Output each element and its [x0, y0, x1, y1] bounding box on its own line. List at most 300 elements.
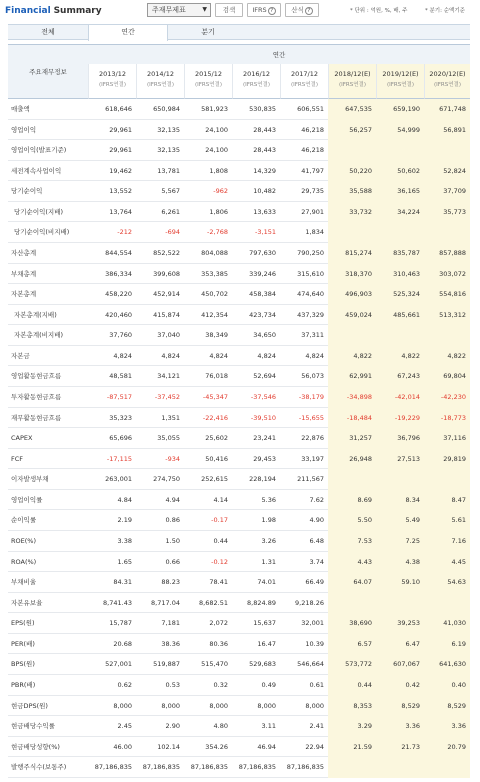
table-cell: 32,135: [157, 146, 180, 155]
table-cell: 2.45: [117, 722, 132, 731]
table-cell: 8.34: [376, 490, 424, 511]
table-row: [8, 593, 470, 614]
table-cell: -19,229: [376, 408, 424, 429]
statement-type-value: 주재무제표: [152, 6, 186, 14]
period-tabs: [8, 24, 470, 40]
table-cell: 458,384: [249, 290, 276, 299]
table-cell: 37,709: [424, 181, 470, 202]
table-cell: 0.49: [261, 680, 276, 689]
table-cell: 525,324: [376, 284, 424, 305]
table-cell: 0.53: [165, 680, 180, 689]
table-cell: 4.80: [213, 722, 228, 731]
help-icon: ?: [305, 7, 313, 15]
table-cell: 423,734: [249, 310, 276, 319]
table-row: [8, 243, 470, 264]
table-cell: [328, 469, 376, 490]
table-row: [8, 510, 470, 531]
table-cell: 54,999: [376, 120, 424, 141]
table-cell: 857,888: [424, 243, 470, 264]
tab-annual[interactable]: 연간: [88, 25, 168, 41]
table-cell: 8,000: [209, 701, 228, 710]
table-cell: -18,484: [328, 408, 376, 429]
table-cell: 2.90: [165, 722, 180, 731]
table-cell: 554,816: [424, 284, 470, 305]
table-row: [8, 757, 470, 778]
table-row: [8, 469, 470, 490]
row-label[interactable]: 순이익률: [11, 516, 37, 525]
table-cell: 0.32: [213, 680, 228, 689]
table-cell: 16.47: [257, 639, 276, 648]
table-cell: 15,787: [109, 619, 132, 628]
column-period: 2014/12: [146, 70, 174, 78]
table-cell: 59.10: [376, 572, 424, 593]
table-cell: 797,630: [249, 248, 276, 257]
table-cell: 56,073: [301, 372, 324, 381]
table-cell: [376, 325, 424, 346]
table-cell: 1,834: [305, 228, 324, 237]
column-header: [232, 64, 280, 99]
column-period: 2016/12: [242, 70, 270, 78]
table-cell: 671,748: [424, 99, 470, 120]
table-cell: 9,218.26: [295, 598, 324, 607]
table-cell: -212: [117, 228, 132, 237]
table-cell: 65,696: [109, 434, 132, 443]
table-cell: 67,243: [376, 366, 424, 387]
table-cell: [424, 757, 470, 778]
table-row: [8, 654, 470, 675]
row-label[interactable]: BPS(원): [11, 660, 35, 669]
table-cell: -3,151: [255, 228, 276, 237]
table-cell: 315,610: [297, 269, 324, 278]
table-cell: 8,000: [305, 701, 324, 710]
table-cell: 458,220: [105, 290, 132, 299]
column-period: 2017/12: [290, 70, 318, 78]
table-cell: 56,257: [328, 120, 376, 141]
statement-type-select[interactable]: [147, 3, 211, 17]
table-cell: 5.50: [328, 510, 376, 531]
table-cell: -87,517: [106, 392, 132, 401]
table-cell: 10.39: [305, 639, 324, 648]
title-summary-part: Summary: [53, 6, 102, 16]
table-row: [8, 284, 470, 305]
table-cell: -17,115: [106, 454, 132, 463]
table-cell: 0.44: [213, 536, 228, 545]
table-cell: 0.44: [328, 675, 376, 696]
column-header: [424, 64, 470, 99]
table-cell: 50,220: [328, 161, 376, 182]
search-button[interactable]: 검색: [215, 3, 243, 17]
ifrs-button-label: IFRS: [252, 6, 267, 14]
table-cell: -37,452: [154, 392, 180, 401]
table-row: [8, 325, 470, 346]
column-period: 2015/12: [194, 70, 222, 78]
table-cell: -38,179: [298, 392, 324, 401]
table-cell: 437,329: [297, 310, 324, 319]
table-cell: 7.62: [309, 495, 324, 504]
table-cell: 7.53: [328, 531, 376, 552]
help-icon: ?: [268, 7, 276, 15]
table-cell: 303,072: [424, 264, 470, 285]
table-cell: 4.90: [309, 516, 324, 525]
row-label[interactable]: ROE(%): [11, 536, 36, 545]
table-cell: -962: [213, 187, 228, 196]
table-cell: 7.16: [424, 531, 470, 552]
table-cell: 844,554: [105, 248, 132, 257]
table-cell: 4.14: [213, 495, 228, 504]
table-cell: 4,824: [305, 351, 324, 360]
table-cell: 13,781: [157, 166, 180, 175]
row-label[interactable]: 영업활동현금흐름: [11, 372, 62, 381]
table-cell: 102.14: [157, 742, 180, 751]
row-label[interactable]: EPS(원): [11, 619, 35, 628]
table-cell: 35,055: [157, 434, 180, 443]
table-cell: 4,824: [209, 351, 228, 360]
table-cell: 35,588: [328, 181, 376, 202]
table-cell: 8,682.51: [199, 598, 228, 607]
table-cell: 8,000: [113, 701, 132, 710]
table-cell: -934: [165, 454, 180, 463]
table-cell: 7.25: [376, 531, 424, 552]
table-cell: 32,001: [301, 619, 324, 628]
table-cell: 4.43: [328, 552, 376, 573]
table-cell: 22.94: [305, 742, 324, 751]
table-cell: 6,261: [161, 207, 180, 216]
column-header: [280, 64, 328, 99]
table-cell: 29,961: [109, 146, 132, 155]
table-cell: 3.29: [328, 716, 376, 737]
column-basis: (IFRS연결): [433, 82, 462, 88]
row-label[interactable]: 자본금: [11, 351, 30, 360]
table-cell: 4.84: [117, 495, 132, 504]
table-cell: 618,646: [105, 105, 132, 113]
row-label[interactable]: 투자활동현금흐름: [11, 392, 62, 401]
table-cell: 5.36: [261, 495, 276, 504]
table-cell: 10,482: [253, 187, 276, 196]
table-cell: 450,702: [201, 290, 228, 299]
table-cell: 6.57: [328, 634, 376, 655]
column-basis: (IFRS연결): [194, 82, 223, 88]
table-cell: 20.68: [113, 639, 132, 648]
table-cell: 23,241: [253, 434, 276, 443]
table-cell: 15,637: [253, 619, 276, 628]
table-cell: 7,181: [161, 619, 180, 628]
table-cell: 34,121: [157, 372, 180, 381]
table-cell: 46,218: [301, 125, 324, 134]
table-cell: 211,567: [297, 475, 324, 484]
row-label[interactable]: 발행주식수(보통주): [11, 763, 67, 772]
table-cell: 8,529: [376, 696, 424, 717]
table-cell: 386,334: [105, 269, 132, 278]
table-cell: 84.31: [113, 578, 132, 587]
table-cell: 33,197: [301, 454, 324, 463]
table-cell: 13,552: [109, 187, 132, 196]
table-cell: 46.00: [113, 742, 132, 751]
table-cell: 37,760: [109, 331, 132, 340]
table-cell: 34,224: [376, 202, 424, 223]
row-label[interactable]: 자본유보율: [11, 598, 43, 607]
table-cell: 573,772: [328, 654, 376, 675]
table-cell: 33,732: [328, 202, 376, 223]
table-cell: 76,018: [205, 372, 228, 381]
table-cell: 4,824: [161, 351, 180, 360]
table-cell: 2.19: [117, 516, 132, 525]
table-cell: [328, 593, 376, 614]
table-cell: 35,773: [424, 202, 470, 223]
table-cell: 3.11: [261, 722, 276, 731]
table-cell: 87,186,835: [286, 763, 324, 772]
page-title: [5, 6, 102, 16]
table-cell: 318,370: [328, 264, 376, 285]
table-cell: 4,824: [113, 351, 132, 360]
column-basis: (IFRS연결): [290, 82, 319, 88]
table-cell: [328, 757, 376, 778]
table-cell: 3.36: [376, 716, 424, 737]
table-cell: 26,948: [328, 449, 376, 470]
tab-quarterly[interactable]: 분기: [201, 28, 215, 36]
table-cell: 25,602: [205, 434, 228, 443]
table-cell: 74.01: [257, 578, 276, 587]
row-label[interactable]: 자본총계(지배): [14, 310, 57, 319]
unit-note: * 단위 : 억원, %, 배, 주: [350, 8, 408, 14]
table-cell: 420,460: [105, 310, 132, 319]
table-cell: 5.61: [424, 510, 470, 531]
table-cell: 54.63: [424, 572, 470, 593]
table-cell: 529,683: [249, 660, 276, 669]
table-cell: 804,088: [201, 248, 228, 257]
table-cell: 3.38: [117, 536, 132, 545]
table-cell: 263,001: [105, 475, 132, 484]
table-cell: 8,000: [257, 701, 276, 710]
table-cell: -45,347: [202, 392, 228, 401]
table-row: [8, 222, 470, 243]
table-cell: 39,253: [376, 613, 424, 634]
table-cell: 0.42: [376, 675, 424, 696]
table-row: [8, 99, 470, 120]
table-cell: 3.36: [424, 716, 470, 737]
table-cell: 4,822: [376, 346, 424, 367]
table-cell: 38,690: [328, 613, 376, 634]
table-row: [8, 449, 470, 470]
table-cell: [328, 222, 376, 243]
table-cell: 515,470: [201, 660, 228, 669]
table-cell: 530,835: [249, 105, 276, 113]
table-cell: 8.69: [328, 490, 376, 511]
table-cell: 0.40: [424, 675, 470, 696]
column-period: 2013/12: [98, 70, 126, 78]
table-cell: 513,312: [424, 305, 470, 326]
row-label[interactable]: 현금DPS(원): [11, 701, 48, 710]
row-label[interactable]: 영업이익률: [11, 495, 43, 504]
table-cell: 13,764: [109, 207, 132, 216]
table-cell: 31,257: [328, 428, 376, 449]
table-row: [8, 428, 470, 449]
row-label[interactable]: 당기순이익(지배): [14, 207, 64, 216]
table-row: [8, 346, 470, 367]
table-cell: -18,773: [424, 408, 470, 429]
column-basis: (IFRS연결): [386, 82, 415, 88]
table-cell: -39,510: [250, 413, 276, 422]
row-label[interactable]: 영업이익(발표기준): [11, 146, 67, 155]
row-label[interactable]: 재무활동현금흐름: [11, 413, 62, 422]
table-cell: [424, 140, 470, 161]
table-cell: 641,630: [424, 654, 470, 675]
table-cell: 62,991: [328, 366, 376, 387]
table-cell: 28,443: [253, 125, 276, 134]
table-cell: 8,741.43: [103, 598, 132, 607]
table-cell: -22,416: [202, 413, 228, 422]
summary-toolbar: [0, 0, 480, 22]
annual-group-header: 연간: [88, 44, 470, 64]
column-period: 2018/12(E): [334, 70, 371, 78]
row-label[interactable]: 영업이익: [11, 125, 37, 134]
row-label[interactable]: 자본총계: [11, 290, 37, 299]
table-cell: 6.48: [309, 536, 324, 545]
row-label[interactable]: CAPEX: [11, 434, 33, 443]
table-cell: [424, 593, 470, 614]
table-cell: -42,014: [376, 387, 424, 408]
table-cell: 412,354: [201, 310, 228, 319]
table-cell: 13,633: [253, 207, 276, 216]
financial-summary-table: [8, 44, 470, 778]
table-cell: 815,274: [328, 243, 376, 264]
table-cell: -15,655: [298, 413, 324, 422]
table-cell: 87,186,835: [142, 763, 180, 772]
table-cell: [376, 140, 424, 161]
table-cell: 87,186,835: [190, 763, 228, 772]
row-label[interactable]: 현금배당수익률: [11, 722, 55, 731]
table-cell: 607,067: [376, 654, 424, 675]
ifrs-help-button[interactable]: [247, 3, 281, 17]
table-cell: 1.50: [165, 536, 180, 545]
table-row: [8, 120, 470, 141]
row-label[interactable]: FCF: [11, 454, 24, 463]
table-cell: 3.26: [261, 536, 276, 545]
table-cell: 4.38: [376, 552, 424, 573]
row-label[interactable]: 이자발생부채: [11, 475, 49, 484]
table-cell: 399,608: [153, 269, 180, 278]
title-brand-part: Financial: [5, 6, 51, 16]
table-cell: 64.07: [328, 572, 376, 593]
table-cell: 3.74: [309, 557, 324, 566]
column-basis: (IFRS연결): [98, 82, 127, 88]
table-cell: 21.59: [328, 737, 376, 758]
tab-all[interactable]: 전체: [41, 28, 55, 36]
row-label[interactable]: 매출액: [11, 105, 30, 113]
table-cell: 37,040: [157, 331, 180, 340]
table-cell: 28,443: [253, 146, 276, 155]
column-header: [376, 64, 424, 99]
table-row: [8, 552, 470, 573]
table-cell: 37,116: [424, 428, 470, 449]
row-label[interactable]: 세전계속사업이익: [11, 166, 62, 175]
row-label[interactable]: 자본총계(비지배): [14, 331, 64, 340]
row-label[interactable]: 당기순이익(비지배): [14, 228, 70, 237]
table-cell: 1,351: [161, 413, 180, 422]
table-cell: 2.41: [309, 722, 324, 731]
table-cell: [376, 222, 424, 243]
table-cell: 27,513: [376, 449, 424, 470]
table-cell: 46.94: [257, 742, 276, 751]
table-cell: 1,808: [209, 166, 228, 175]
table-cell: 1.31: [261, 557, 276, 566]
table-row: [8, 572, 470, 593]
row-label[interactable]: 현금배당성향(%): [11, 742, 60, 751]
formula-help-button[interactable]: [285, 3, 319, 17]
table-cell: 4.94: [165, 495, 180, 504]
table-cell: 0.66: [165, 557, 180, 566]
table-cell: 5.49: [376, 510, 424, 531]
table-cell: 835,787: [376, 243, 424, 264]
table-cell: 38,349: [205, 331, 228, 340]
row-label[interactable]: 부채비율: [11, 578, 37, 587]
table-cell: 650,984: [153, 105, 180, 113]
table-cell: 19,462: [109, 166, 132, 175]
table-cell: 29,453: [253, 454, 276, 463]
table-cell: 527,001: [105, 660, 132, 669]
table-cell: 56,891: [424, 120, 470, 141]
row-label[interactable]: 자산총계: [11, 248, 37, 257]
table-row: [8, 387, 470, 408]
row-label[interactable]: PBR(배): [11, 680, 36, 689]
table-cell: [328, 325, 376, 346]
table-cell: 29,735: [301, 187, 324, 196]
column-header: [88, 64, 136, 99]
table-cell: 78.41: [209, 578, 228, 587]
table-row: [8, 490, 470, 511]
table-cell: 1.98: [261, 516, 276, 525]
table-cell: 35,323: [109, 413, 132, 422]
row-label[interactable]: 부채총계: [11, 269, 37, 278]
table-cell: 5,567: [161, 187, 180, 196]
table-cell: 29,819: [424, 449, 470, 470]
table-row: [8, 140, 470, 161]
table-cell: 4,822: [424, 346, 470, 367]
table-cell: 353,385: [201, 269, 228, 278]
table-cell: 4,824: [257, 351, 276, 360]
table-cell: 4,822: [328, 346, 376, 367]
table-cell: 80.36: [209, 639, 228, 648]
table-cell: 87,186,835: [238, 763, 276, 772]
table-cell: 4.45: [424, 552, 470, 573]
table-cell: 228,194: [249, 475, 276, 484]
table-cell: -42,230: [424, 387, 470, 408]
table-cell: 485,661: [376, 305, 424, 326]
table-cell: 29,961: [109, 125, 132, 134]
table-row: [8, 366, 470, 387]
column-basis: (IFRS연결): [146, 82, 175, 88]
row-label[interactable]: 당기순이익: [11, 187, 43, 196]
table-cell: 37,311: [301, 331, 324, 340]
table-row: [8, 634, 470, 655]
table-cell: -0.17: [211, 516, 228, 525]
table-cell: [376, 593, 424, 614]
row-label[interactable]: PER(배): [11, 639, 35, 648]
table-row: [8, 737, 470, 758]
table-cell: 50,416: [205, 454, 228, 463]
column-basis: (IFRS연결): [338, 82, 367, 88]
table-cell: 8,717.04: [151, 598, 180, 607]
table-row: [8, 408, 470, 429]
corner-header: 주요재무정보: [8, 44, 88, 99]
table-cell: 38.36: [161, 639, 180, 648]
table-cell: -694: [165, 228, 180, 237]
table-cell: 339,246: [249, 269, 276, 278]
table-cell: 2,072: [209, 619, 228, 628]
table-cell: 22,876: [301, 434, 324, 443]
table-cell: -2,768: [207, 228, 228, 237]
column-header: [328, 64, 376, 99]
row-label[interactable]: ROA(%): [11, 557, 37, 566]
